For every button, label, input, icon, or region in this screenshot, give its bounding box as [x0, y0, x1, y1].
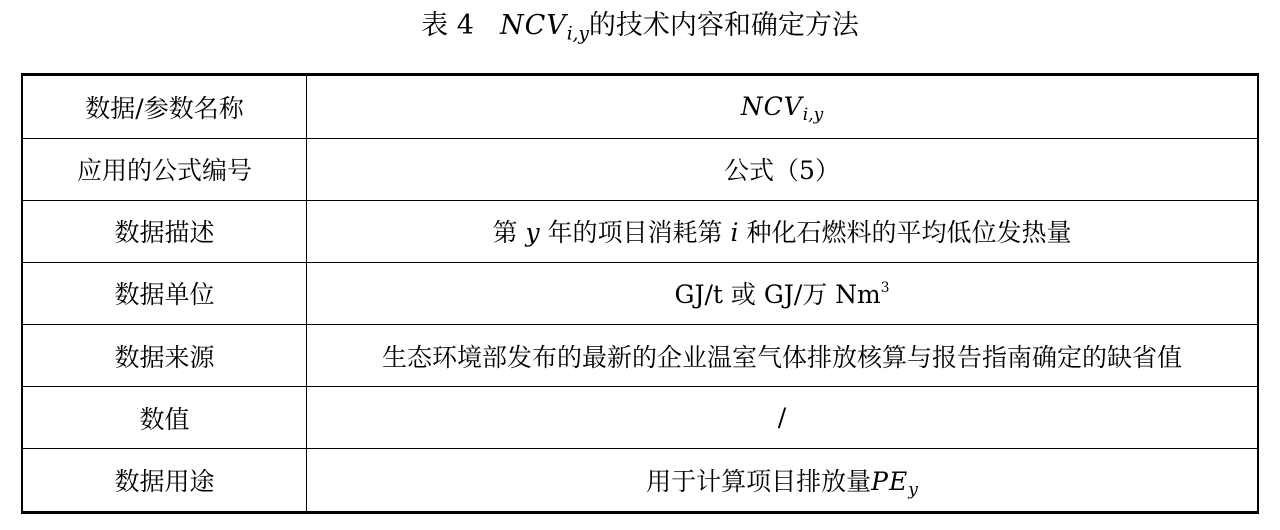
usage-text: 用于计算项目排放量	[646, 467, 872, 497]
parameter-symbol	[740, 92, 824, 126]
row-label-source: 数据来源	[22, 325, 307, 387]
caption-suffix: 的技术内容和确定方法	[588, 10, 859, 41]
description-part-2: 年的项目消耗第	[539, 218, 731, 248]
row-label-unit: 数据单位	[22, 262, 307, 324]
row-label-description: 数据描述	[22, 200, 307, 262]
table-row	[22, 449, 1258, 513]
table-row	[22, 262, 1258, 324]
description-var-i: i	[730, 218, 739, 248]
row-value-description	[307, 200, 1259, 262]
table-row	[22, 387, 1258, 449]
table-row	[22, 138, 1258, 200]
row-label-formula-number: 应用的公式编号	[22, 138, 307, 200]
row-label-parameter-name: 数据/参数名称	[22, 75, 307, 139]
table-caption	[0, 4, 1280, 48]
row-label-usage: 数据用途	[22, 449, 307, 513]
description-var-y: y	[525, 218, 540, 248]
usage-symbol-sub: y	[908, 480, 918, 501]
unit-exponent: 3	[880, 280, 890, 297]
caption-symbol	[499, 10, 589, 45]
description-part-3: 种化石燃料的平均低位发热量	[738, 218, 1072, 248]
usage-symbol	[871, 467, 918, 501]
row-value-formula-number: 公式（5）	[307, 138, 1259, 200]
row-value-value: /	[307, 387, 1259, 449]
row-label-value: 数值	[22, 387, 307, 449]
caption-symbol-main: NCV	[499, 10, 567, 41]
unit-text: GJ/t 或 GJ/万 Nm	[674, 280, 881, 310]
caption-symbol-sub: i,y	[566, 23, 589, 45]
table-row	[22, 200, 1258, 262]
parameter-symbol-main: NCV	[740, 92, 803, 122]
row-value-source: 生态环境部发布的最新的企业温室气体排放核算与报告指南确定的缺省值	[307, 325, 1259, 387]
row-value-unit	[307, 262, 1259, 324]
row-value-usage	[307, 449, 1259, 513]
row-value-parameter-name	[307, 75, 1259, 139]
parameter-table	[21, 73, 1259, 514]
table-row	[22, 325, 1258, 387]
usage-symbol-main: PE	[871, 467, 909, 497]
table-row	[22, 75, 1258, 139]
caption-label: 表 4	[421, 10, 474, 41]
description-part-1: 第	[492, 218, 526, 248]
parameter-symbol-sub: i,y	[802, 105, 824, 126]
